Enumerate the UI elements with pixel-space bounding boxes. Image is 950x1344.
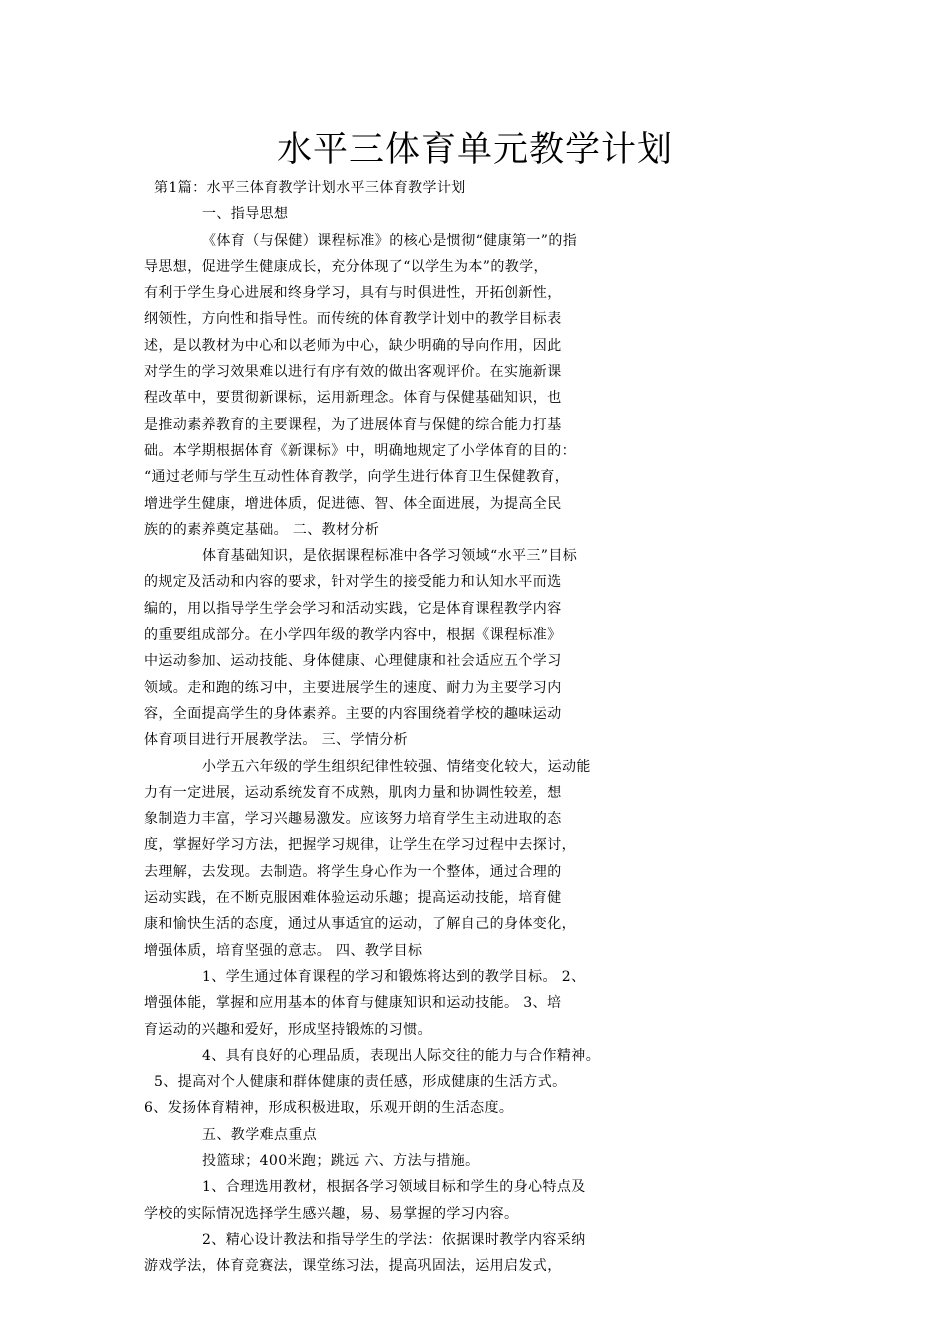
text-line: 增强体能，掌握和应用基本的体育与健康知识和运动技能。 3、培 [144, 995, 562, 1012]
text-line: 度，掌握好学习方法，把握学习规律，让学生在学习过程中去探讨， [144, 837, 576, 854]
document-title: 水平三体育单元教学计划 [276, 130, 673, 170]
text-line: 一、指导思想 [202, 206, 289, 223]
text-line: 程改革中，要贯彻新课标，运用新理念。体育与保健基础知识，也 [144, 390, 562, 407]
text-line: 4、具有良好的心理品质，表现出人际交往的能力与合作精神。 [202, 1047, 601, 1064]
text-line: 增强体质，培育坚强的意志。 四、教学目标 [144, 942, 423, 959]
text-line: 象制造力丰富，学习兴趣易激发。应该努力培育学生主动进取的态 [144, 811, 562, 828]
text-line: 述，是以教材为中心和以老师为中心，缺少明确的导向作用，因此 [144, 337, 562, 354]
text-line: 础。本学期根据体育《新课标》中，明确地规定了小学体育的目的： [144, 442, 576, 459]
text-line: 领域。走和跑的练习中，主要进展学生的速度、耐力为主要学习内 [144, 679, 562, 696]
text-line: 体育基础知识，是依据课程标准中各学习领域“水平三”目标 [202, 548, 578, 565]
text-line: 2、精心设计教法和指导学生的学法：依据课时教学内容采纳 [202, 1231, 586, 1248]
text-line: 1、合理选用教材，根据各学习领域目标和学生的身心特点及 [202, 1179, 586, 1196]
text-line: 增进学生健康，增进体质，促进德、智、体全面进展，为提高全民 [144, 495, 562, 512]
text-line: 6、发扬体育精神，形成积极进取，乐观开朗的生活态度。 [144, 1100, 514, 1117]
text-line: 的重要组成部分。在小学四年级的教学内容中，根据《课程标准》 [144, 627, 562, 644]
text-line: 育运动的兴趣和爱好，形成坚持锻炼的习惯。 [144, 1021, 432, 1038]
text-line: 编的，用以指导学生学会学习和活动实践，它是体育课程教学内容 [144, 600, 562, 617]
text-line: 《体育（与保健）课程标准》的核心是惯彻“健康第一”的指 [202, 232, 578, 249]
text-line: 五、教学难点重点 [202, 1126, 318, 1143]
text-line: 学校的实际情况选择学生感兴趣，易、易掌握的学习内容。 [144, 1205, 519, 1222]
text-line: 1、学生通过体育课程的学习和锻炼将达到的教学目标。 2、 [202, 968, 586, 985]
text-line: 运动实践，在不断克服困难体验运动乐趣；提高运动技能，培育健 [144, 890, 562, 907]
text-line: 游戏学法，体育竞赛法，课堂练习法，提高巩固法，运用启发式， [144, 1258, 562, 1275]
document-body [144, 175, 844, 1279]
text-line: 力有一定进展，运动系统发育不成熟，肌肉力量和协调性较差，想 [144, 784, 562, 801]
text-line: 容，全面提高学生的身体素养。主要的内容围绕着学校的趣味运动 [144, 705, 562, 722]
text-line: 5、提高对个人健康和群体健康的责任感，形成健康的生活方式。 [154, 1074, 567, 1091]
text-line: 有利于学生身心进展和终身学习，具有与时俱进性，开拓创新性， [144, 285, 562, 302]
text-line: 第1篇：水平三体育教学计划水平三体育教学计划 [154, 180, 466, 196]
text-line: 投篮球；400米跑；跳远 六、方法与措施。 [202, 1152, 480, 1169]
text-line: 对学生的学习效果难以进行有序有效的做出客观评价。在实施新课 [144, 364, 562, 381]
text-line: 康和愉快生活的态度，通过从事适宜的运动，了解自己的身体变化， [144, 916, 576, 933]
text-line: 中运动参加、运动技能、身体健康、心理健康和社会适应五个学习 [144, 653, 562, 670]
text-line: 小学五六年级的学生组织纪律性较强、情绪变化较大，运动能 [202, 758, 591, 775]
text-line: 的规定及活动和内容的要求，针对学生的接受能力和认知水平而选 [144, 574, 562, 591]
text-line: 体育项目进行开展教学法。 三、学情分析 [144, 732, 409, 749]
text-line: 纲领性，方向性和指导性。而传统的体育教学计划中的教学目标表 [144, 311, 562, 328]
text-line: 导思想，促进学生健康成长，充分体现了“以学生为本”的教学， [144, 258, 548, 275]
text-line: 去理解，去发现。去制造。将学生身心作为一个整体，通过合理的 [144, 863, 562, 880]
text-line: “通过老师与学生互动性体育教学，向学生进行体育卫生保健教育， [144, 469, 570, 486]
text-line: 是推动素养教育的主要课程，为了进展体育与保健的综合能力打基 [144, 416, 562, 433]
text-line: 族的的素养奠定基础。 二、教材分析 [144, 521, 380, 538]
